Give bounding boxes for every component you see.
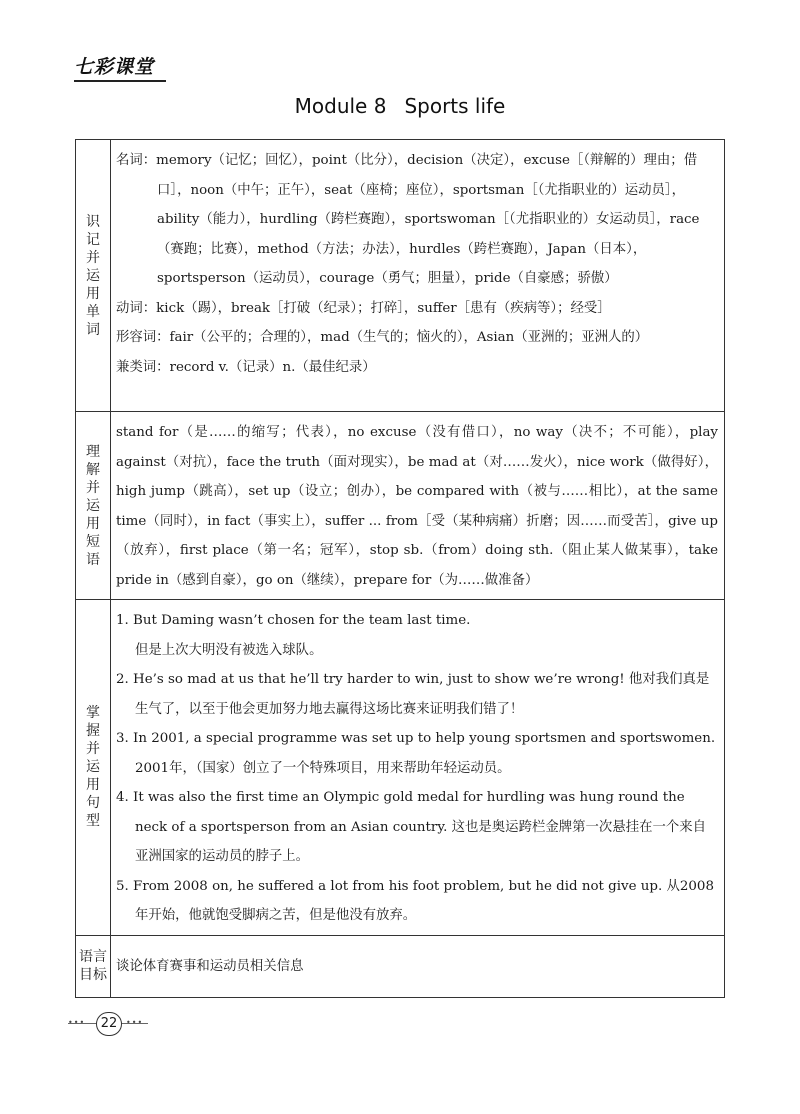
words-adjectives: 形容词：fair（公平的；合理的），mad（生气的；恼火的），Asian（亚洲的；亚洲人的） (116, 330, 649, 345)
sentence-5: 5. From 2008 on, he suffered a lot from his foot problem, but he did not give up. 从2008年开始，他就饱受脚病之苦，但是他没有放弃。 (116, 878, 714, 923)
page-number: 22 (96, 1012, 122, 1036)
page-footer (68, 1012, 146, 1036)
sentence-1-zh: 但是上次大明没有被选入球队。 (135, 642, 323, 658)
words-multi-class: 兼类词：record v.（记录）n.（最佳纪录） (116, 359, 376, 375)
module-topic: Sports life (404, 94, 506, 118)
sentence-4: 4. It was also the first time an Olympic gold medal for hurdling was hung round the neck of a sportsperson from an Asian country. 这也是奥运跨栏金牌第一次悬挂在一个来自亚洲国家的运动员的脖子上。 (116, 790, 707, 864)
footer-dots-left: ••• (68, 1018, 86, 1027)
page-title (0, 94, 800, 118)
label-words: 识记并运用单词 (76, 140, 111, 412)
sentence-1-en: 1. But Daming wasn’t chosen for the team last time. (116, 613, 471, 628)
module-number: Module 8 (294, 94, 387, 118)
brand-underline (74, 80, 166, 82)
sentence-3-zh: 2001年，（国家）创立了一个特殊项目，用来帮助年轻运动员。 (135, 760, 511, 776)
sentence-3-en: 3. In 2001, a special programme was set up to help young sportsmen and sportswomen. (116, 731, 716, 746)
row-phrases (76, 412, 725, 600)
content-goal (111, 935, 725, 997)
content-words (111, 140, 725, 412)
sentence-2: 2. He’s so mad at us that he’ll try harder to win, just to show we’re wrong! 他对我们真是生气了，以至于他会更加努力地去赢得这场比赛来证明我们错了！ (116, 672, 710, 717)
row-words (76, 140, 725, 412)
study-table (75, 139, 725, 998)
words-nouns: 名词：memory（记忆；回忆），point（比分），decision（决定），excuse［（辩解的）理由；借口］，noon（中午；正午），seat（座椅；座位），sportsman［（尤指职业的）运动员］，ability（能力），hurdling（跨栏赛跑），sportswoman［（尤指职业的）女运动员］，race（赛跑；比赛），method（方法；办法），hurdles（跨栏赛跑），Japan（日本），sportsperson（运动员），courage（勇气；胆量），pride（自豪感；骄傲） (116, 153, 700, 286)
row-goal (76, 935, 725, 997)
label-goal: 语言目标 (76, 935, 111, 997)
label-sentences: 掌握并运用句型 (76, 600, 111, 936)
row-sentences (76, 600, 725, 936)
footer-dots-right: ••• (126, 1018, 144, 1027)
content-sentences (111, 600, 725, 936)
brand-logo: 七彩课堂 (74, 56, 155, 78)
words-verbs: 动词：kick（踢），break［打破（纪录）；打碎］，suffer［患有（疾病等）；经受］ (116, 300, 611, 316)
label-phrases: 理解并运用短语 (76, 412, 111, 600)
goal-text: 谈论体育赛事和运动员相关信息 (116, 959, 304, 975)
content-phrases (111, 412, 725, 600)
phrases-text: stand for（是……的缩写；代表），no excuse（没有借口），no way（决不；不可能），play against（对抗），face the truth（面对现实），be mad at（对……发火），nice work（做得好），high jump（跳高），set up（设立；创办），be compared with（被与……相比），at the same time（同时），in fact（事实上），suffer ... from［受（某种病痛）折磨；因……而受苦］，give up（放弃），first place（第一名；冠军），stop sb.（from）doing sth.（阻止某人做某事），take pride in（感到自豪），go on（继续），prepare for（为……做准备） (116, 425, 718, 588)
